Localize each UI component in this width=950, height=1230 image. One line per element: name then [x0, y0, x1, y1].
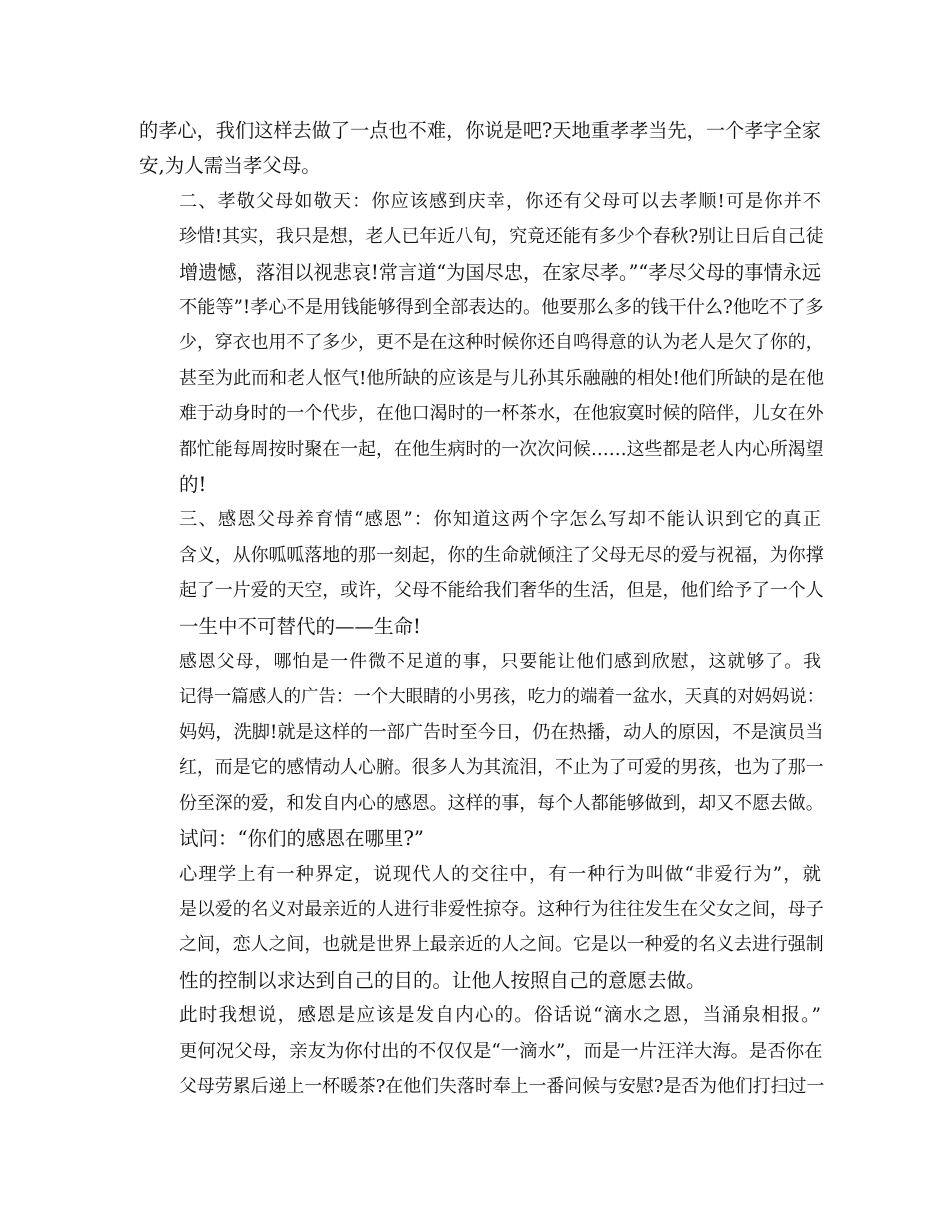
text-line: 父母劳累后递上一杯暖茶?在他们失落时奉上一番问候与安慰?是否为他们打扫过一	[179, 1075, 825, 1097]
paragraph-p1	[139, 113, 821, 184]
text-line: 试问：“你们的感恩在哪里?”	[179, 827, 424, 851]
text-line: 含义，从你呱呱落地的那一刻起，你的生命就倾注了父母无尽的爱与祝福，为你撑	[179, 544, 824, 566]
text-line: 性的控制以求达到自己的目的。让他人按照自己的意愿去做。	[179, 968, 706, 992]
text-line: 是以爱的名义对最亲近的人进行非爱性掠夺。这种行为往往发生在父女之间，母子	[179, 898, 824, 920]
paragraph-p6	[139, 998, 825, 1104]
text-line: 甚至为此而和老人怄气!他所缺的应该是与儿孙其乐融融的相处!他们所缺的是在他	[179, 367, 825, 389]
text-line: 的!	[179, 473, 207, 497]
text-line: 此时我想说，感恩是应该是发自内心的。俗话说“滴水之恩，当涌泉相报。”	[179, 1005, 821, 1027]
text-line: 一生中不可替代的——生命!	[179, 614, 421, 638]
text-line: 起了一片爱的天空，或许，父母不能给我们奢华的生活，但是，他们给予了一个人	[179, 580, 824, 602]
text-line: 感恩父母，哪怕是一件微不足道的事，只要能让他们感到欣慰，这就够了。我	[179, 651, 821, 673]
text-line: 的孝心，我们这样去做了一点也不难，你说是吧?天地重孝孝当先，一个孝字全家	[139, 119, 821, 142]
text-line: 二、孝敬父母如敬天：你应该感到庆幸，你还有父母可以去孝顺!可是你并不	[179, 190, 821, 212]
paragraph-p4	[139, 644, 825, 856]
text-line: 红，而是它的感情动人心腑。很多人为其流泪，不止为了可爱的男孩，也为了那一	[179, 757, 824, 779]
text-line: 份至深的爱，和发自内心的感恩。这样的事，每个人都能够做到，却又不愿去做。	[179, 792, 824, 814]
text-line: 难于动身时的一个代步，在他口渴时的一杯茶水，在他寂寞时候的陪伴，儿女在外	[179, 403, 824, 425]
paragraph-p5	[139, 857, 824, 999]
text-line: 安,为人需当孝父母。	[139, 154, 321, 178]
text-line: 之间，恋人之间，也就是世界上最亲近的人之间。它是以一种爱的名义去进行强制	[179, 934, 824, 956]
text-line: 三、感恩父母养育情“感恩”：你知道这两个字怎么写却不能认识到它的真正	[179, 509, 821, 531]
text-line: 妈妈，洗脚!就是这样的一部广告时至今日，仍在热播，动人的原因，不是演员当	[179, 721, 824, 743]
text-line: 不能等”!孝心不是用钱能够得到全部表达的。他要那么多的钱干什么?他吃不了多	[179, 297, 824, 319]
paragraph-p2	[139, 184, 825, 503]
text-line: 都忙能每周按时聚在一起，在他生病时的一次次问候……这些都是老人内心所渴望	[179, 438, 824, 460]
document-page	[139, 113, 825, 1104]
text-line: 记得一篇感人的广告：一个大眼睛的小男孩，吃力的端着一盆水，天真的对妈妈说：	[179, 686, 825, 707]
text-line: 增遗憾，落泪以视悲哀!常言道“为国尽忠，在家尽孝。”“孝尽父母的事情永远	[179, 260, 822, 284]
text-line: 少，穿衣也用不了多少，更不是在这种时候你还自鸣得意的认为老人是欠了你的，	[179, 332, 824, 354]
text-line: 珍惜!其实，我只是想，老人已年近八旬，究竟还能有多少个春秋?别让日后自己徒	[179, 226, 824, 248]
paragraph-p3	[139, 502, 824, 644]
text-line: 心理学上有一种界定，说现代人的交往中，有一种行为叫做“非爱行为”，就	[179, 863, 821, 885]
text-line: 更何况父母，亲友为你付出的不仅仅是“一滴水”，而是一片汪洋大海。是否你在	[179, 1040, 823, 1062]
